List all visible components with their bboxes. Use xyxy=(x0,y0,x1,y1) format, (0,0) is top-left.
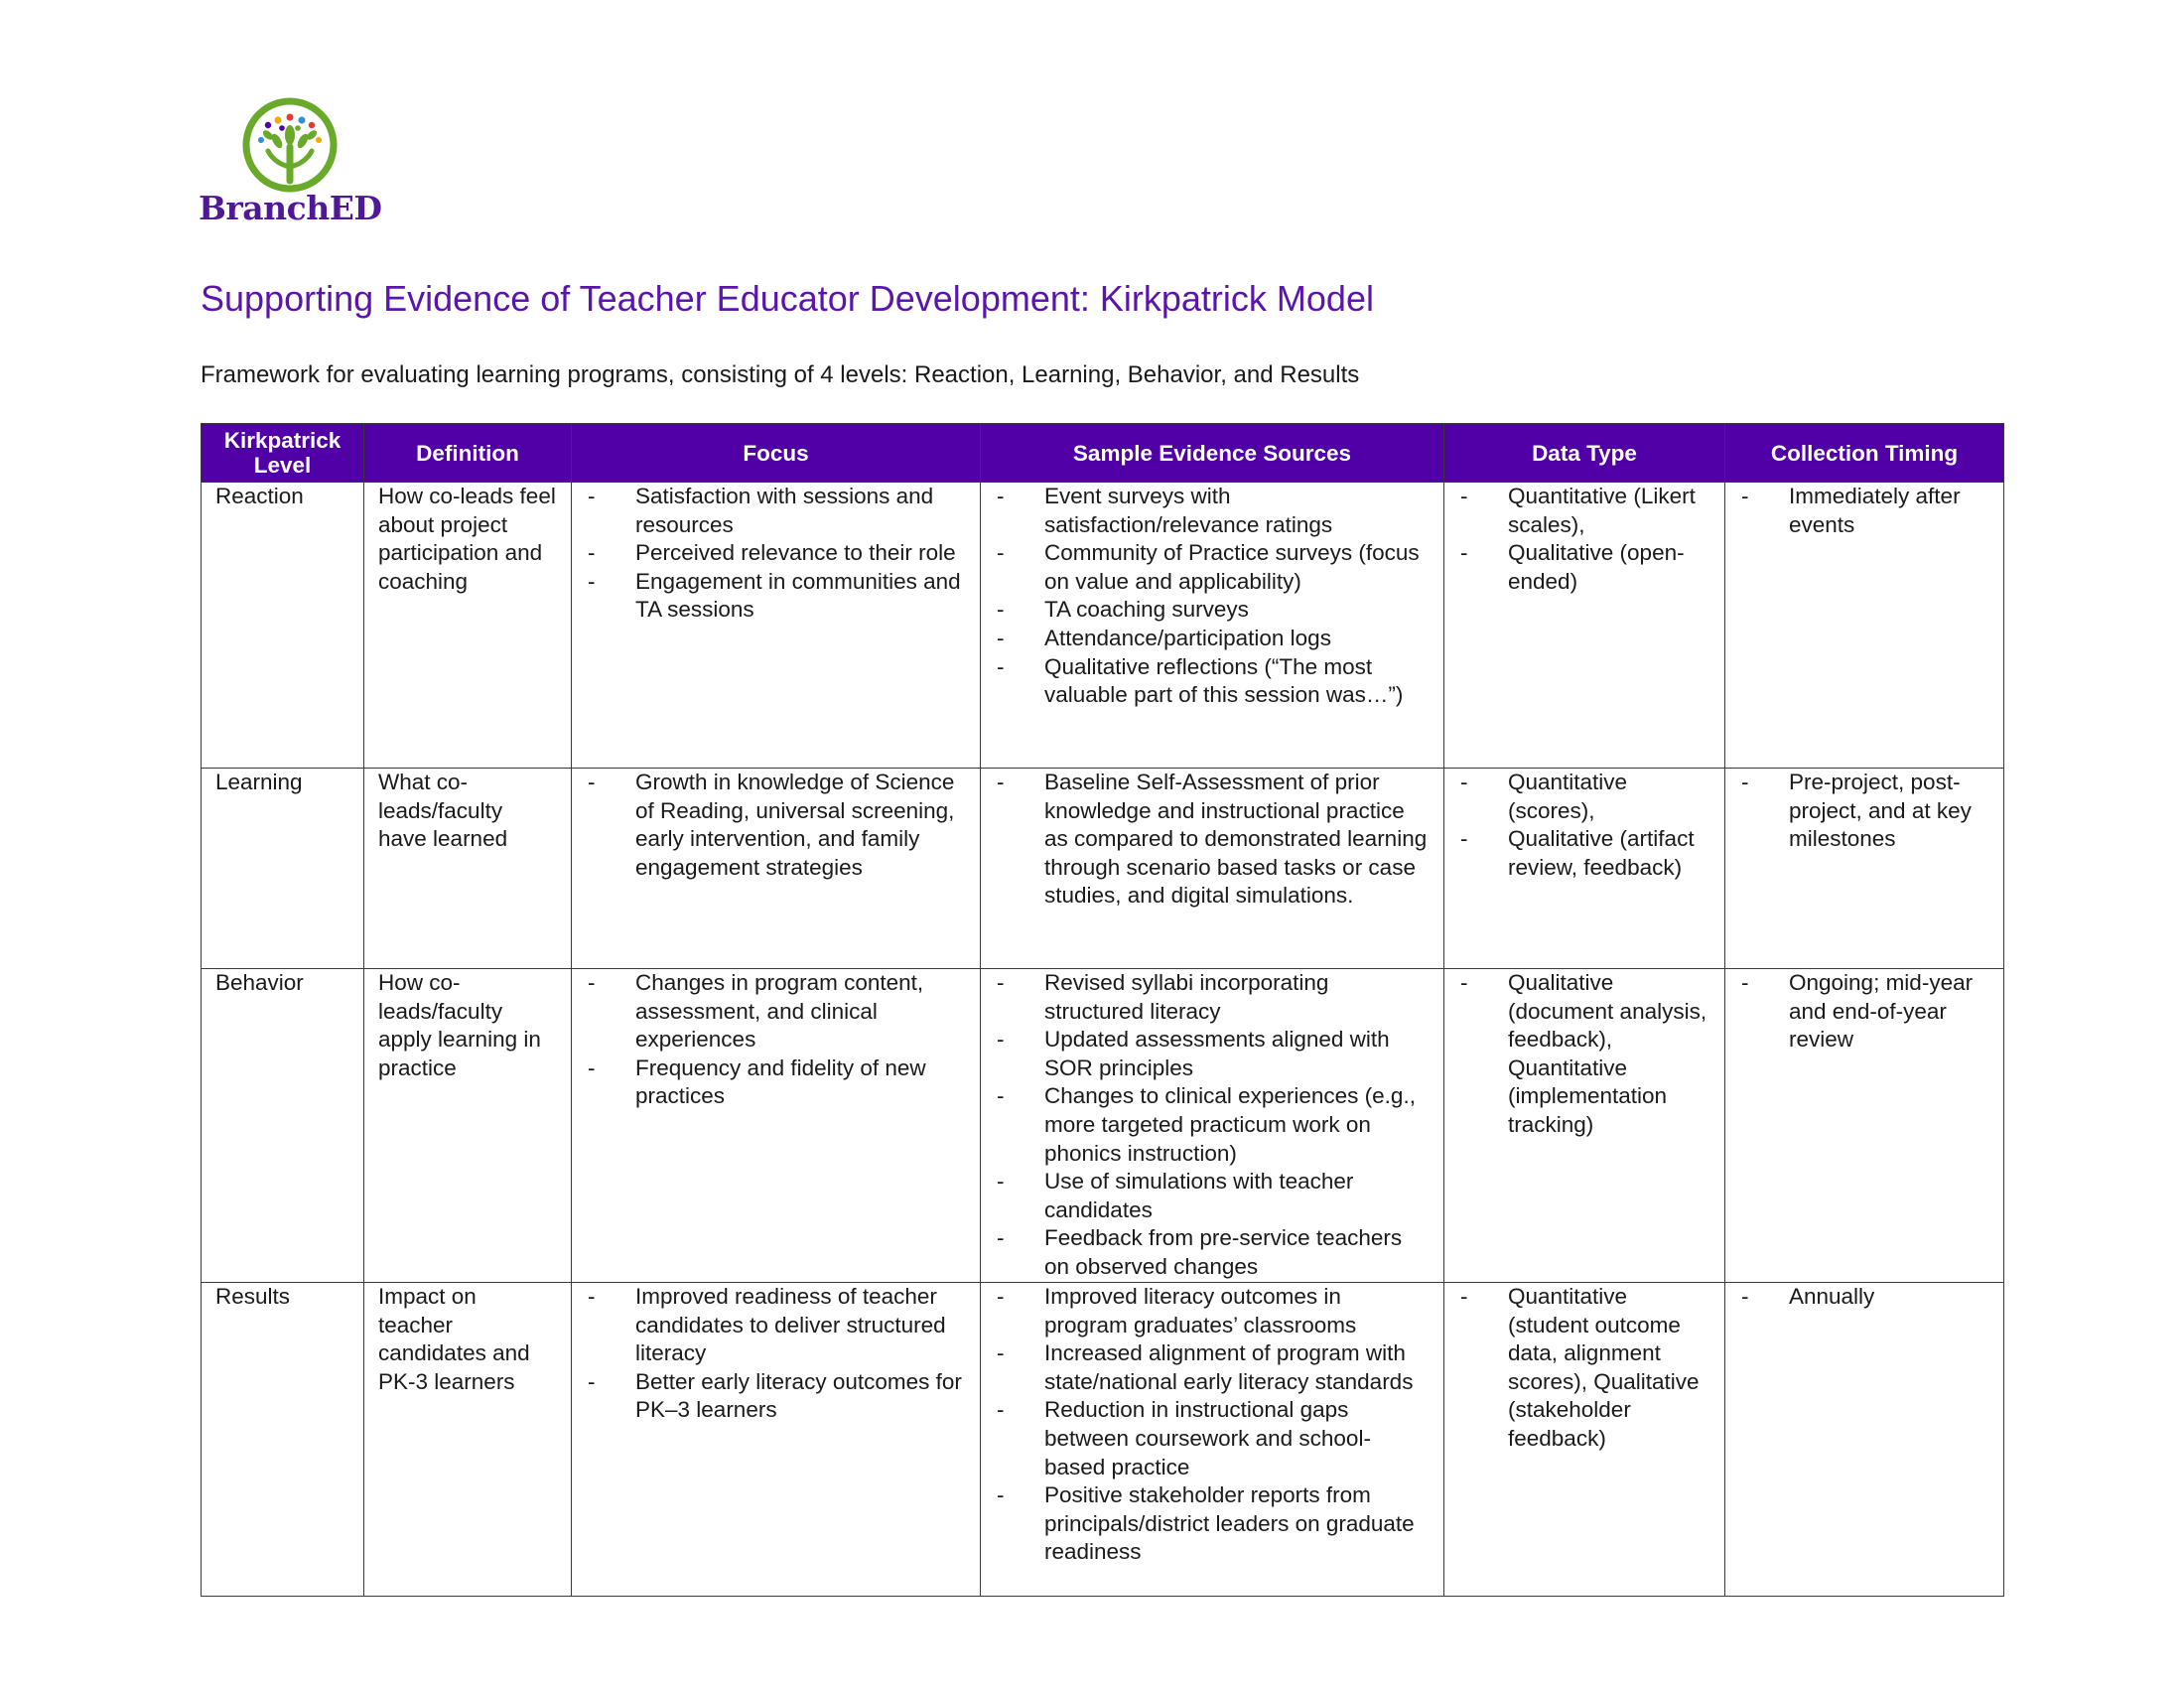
definition-cell: What co-leads/faculty have learned xyxy=(364,769,572,969)
list-item: - Improved literacy outcomes in program graduates’ classrooms xyxy=(995,1283,1430,1339)
list-item: - Improved readiness of teacher candidates to deliver structured literacy xyxy=(586,1283,966,1368)
data-type-cell xyxy=(1444,769,1725,969)
table-header-row xyxy=(202,424,2004,483)
kirkpatrick-table xyxy=(201,423,2004,1597)
list-item: - Qualitative (artifact review, feedback) xyxy=(1458,825,1710,882)
list-item: - Positive stakeholder reports from principals/district leaders on graduate readiness xyxy=(995,1481,1430,1567)
data-type-cell xyxy=(1444,483,1725,769)
list-item: - Quantitative (student outcome data, alignment scores), Qualitative (stakeholder feedback) xyxy=(1458,1283,1710,1454)
evidence-cell xyxy=(981,969,1444,1283)
list-item: - Event surveys with satisfaction/relevance ratings xyxy=(995,483,1430,539)
brand-name: BranchED xyxy=(199,189,382,227)
data-type-cell xyxy=(1444,969,1725,1283)
list-item: - Feedback from pre-service teachers on observed changes xyxy=(995,1224,1430,1281)
header-data-type: Data Type xyxy=(1444,424,1725,483)
list-item: - Better early literacy outcomes for PK–3 learners xyxy=(586,1368,966,1425)
list-item: - Quantitative (Likert scales), xyxy=(1458,483,1710,539)
header-evidence-sources: Sample Evidence Sources xyxy=(981,424,1444,483)
list-item: - Pre-project, post-project, and at key milestones xyxy=(1739,769,1989,854)
list-item: - Qualitative reflections (“The most valuable part of this session was…”) xyxy=(995,653,1430,710)
page-subtitle: Framework for evaluating learning programs, consisting of 4 levels: Reaction, Learning, Behavior, and Results xyxy=(201,361,1360,388)
list-item: - Updated assessments aligned with SOR principles xyxy=(995,1026,1430,1082)
list-item: - Perceived relevance to their role xyxy=(586,539,966,568)
list-item: - Frequency and fidelity of new practices xyxy=(586,1055,966,1111)
list-item: - Engagement in communities and TA sessions xyxy=(586,568,966,625)
list-item: - Attendance/participation logs xyxy=(995,625,1430,653)
definition-cell: How co-leads feel about project participation and coaching xyxy=(364,483,572,769)
header-collection-timing: Collection Timing xyxy=(1725,424,2004,483)
data-type-cell xyxy=(1444,1283,1725,1597)
header-definition: Definition xyxy=(364,424,572,483)
definition-cell: Impact on teacher candidates and PK-3 learners xyxy=(364,1283,572,1597)
list-item: - Use of simulations with teacher candidates xyxy=(995,1168,1430,1224)
list-item: - Baseline Self-Assessment of prior knowledge and instructional practice as compared to demonstrated learning through scenario based tasks or case studies, and digital simulations. xyxy=(995,769,1430,911)
list-item: - Satisfaction with sessions and resources xyxy=(586,483,966,539)
level-cell: Reaction xyxy=(202,483,364,769)
list-item: - Qualitative (open-ended) xyxy=(1458,539,1710,596)
list-item: - TA coaching surveys xyxy=(995,596,1430,625)
level-cell: Results xyxy=(202,1283,364,1597)
page-title: Supporting Evidence of Teacher Educator Development: Kirkpatrick Model xyxy=(201,278,1374,319)
list-item: - Changes to clinical experiences (e.g., more targeted practicum work on phonics instruction) xyxy=(995,1082,1430,1168)
timing-cell xyxy=(1725,769,2004,969)
list-item: - Quantitative (scores), xyxy=(1458,769,1710,825)
level-cell: Learning xyxy=(202,769,364,969)
level-cell: Behavior xyxy=(202,969,364,1283)
focus-cell xyxy=(572,1283,981,1597)
list-item: - Immediately after events xyxy=(1739,483,1989,539)
list-item: - Growth in knowledge of Science of Reading, universal screening, early intervention, and family engagement strategies xyxy=(586,769,966,882)
definition-cell: How co-leads/faculty apply learning in practice xyxy=(364,969,572,1283)
timing-cell xyxy=(1725,1283,2004,1597)
list-item: - Revised syllabi incorporating structured literacy xyxy=(995,969,1430,1026)
focus-cell xyxy=(572,769,981,969)
list-item: - Increased alignment of program with state/national early literacy standards xyxy=(995,1339,1430,1396)
list-item: - Reduction in instructional gaps between coursework and school-based practice xyxy=(995,1396,1430,1481)
focus-cell xyxy=(572,483,981,769)
branched-logo xyxy=(199,95,397,234)
table-row xyxy=(202,969,2004,1283)
list-item: - Qualitative (document analysis, feedback), Quantitative (implementation tracking) xyxy=(1458,969,1710,1140)
tree-logo-icon xyxy=(240,95,340,195)
timing-cell xyxy=(1725,483,2004,769)
table-row xyxy=(202,769,2004,969)
evidence-cell xyxy=(981,483,1444,769)
focus-cell xyxy=(572,969,981,1283)
table-row xyxy=(202,483,2004,769)
table-row xyxy=(202,1283,2004,1597)
timing-cell xyxy=(1725,969,2004,1283)
header-kirkpatrick-level: Kirkpatrick Level xyxy=(202,424,364,483)
list-item: - Ongoing; mid-year and end-of-year review xyxy=(1739,969,1989,1055)
evidence-cell xyxy=(981,1283,1444,1597)
evidence-cell xyxy=(981,769,1444,969)
list-item: - Community of Practice surveys (focus on value and applicability) xyxy=(995,539,1430,596)
list-item: - Changes in program content, assessment, and clinical experiences xyxy=(586,969,966,1055)
list-item: - Annually xyxy=(1739,1283,1989,1312)
header-focus: Focus xyxy=(572,424,981,483)
